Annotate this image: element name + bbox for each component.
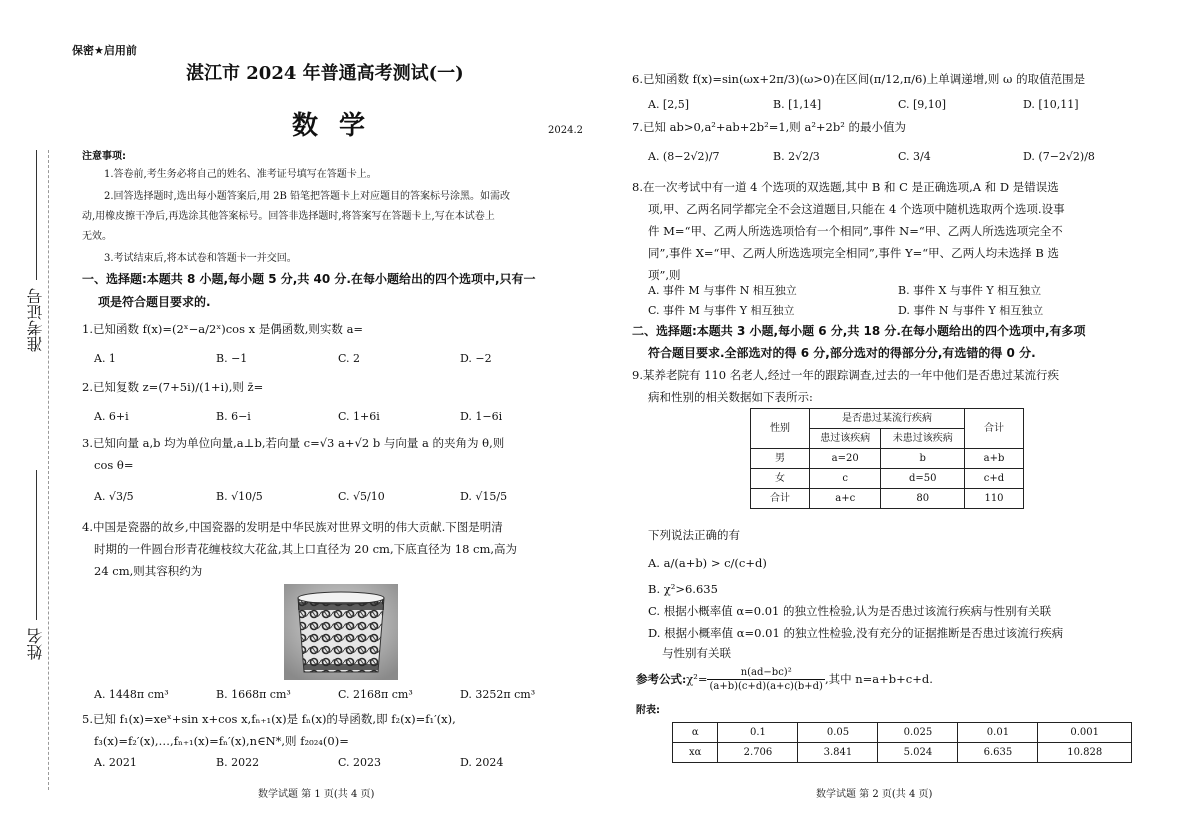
q9-option-d-2: 与性别有关联: [662, 646, 731, 660]
q5-stem-1: 5.已知 f₁(x)=xeˣ+sin x+cos x,fₙ₊₁(x)是 fₙ(x)的导函数,即 f₂(x)=f₁′(x),: [82, 712, 456, 726]
q8-line-1: 8.在一次考试中有一道 4 个选项的双选题,其中 B 和 C 是正确选项,A 和 D 是错误选: [632, 180, 1059, 194]
q4-stem-1: 4.中国是瓷器的故乡,中国瓷器的发明是中华民族对世界文明的伟大贡献.下图是明清: [82, 520, 503, 534]
q5-option-d: D. 2024: [460, 756, 504, 769]
table-row: [751, 489, 1024, 509]
q2-option-d: D. 1−6i: [460, 410, 503, 423]
q9-option-c: C. 根据小概率值 α=0.01 的独立性检验,认为是否患过该流行疾病与性别有关联: [648, 604, 1052, 618]
ref-formula-numerator: n(ad−bc)²: [707, 666, 824, 680]
q9-option-b: B. χ²>6.635: [648, 582, 718, 596]
q8-option-c: C. 事件 M 与事件 Y 相互独立: [648, 304, 795, 317]
q3-stem-1: 3.已知向量 a,b 均为单位向量,a⊥b,若向量 c=√3 a+√2 b 与向量 a 的夹角为 θ,则: [82, 436, 505, 450]
q4-option-c: C. 2168π cm³: [338, 688, 413, 701]
q7-option-a: A. (8−2√2)/7: [648, 150, 720, 163]
cell: b: [881, 449, 965, 469]
cell: a=20: [810, 449, 881, 469]
q5-option-a: A. 2021: [94, 756, 137, 769]
cell: 0.025: [878, 723, 958, 743]
q2-option-a: A. 6+i: [94, 410, 129, 423]
cell: 110: [965, 489, 1024, 509]
cell: 5.024: [878, 743, 958, 763]
q1-option-b: B. −1: [216, 352, 248, 365]
th-yes: 患过该疾病: [810, 429, 881, 449]
table-row: [673, 723, 1132, 743]
q4-option-a: A. 1448π cm³: [94, 688, 169, 701]
side-label-name: 姓名: [26, 628, 45, 660]
side-label-id: 准考证号: [26, 288, 45, 352]
seal-line: [48, 150, 49, 790]
ref-tail: ,其中 n=a+b+c+d.: [824, 672, 933, 687]
q1-option-c: C. 2: [338, 352, 361, 365]
side-line-name: [36, 470, 37, 620]
cell: 0.1: [718, 723, 798, 743]
cell: 6.635: [958, 743, 1038, 763]
q5-option-b: B. 2022: [216, 756, 260, 769]
q9-option-a: A. a/(a+b) > c/(c+d): [648, 556, 767, 570]
q6-stem: 6.已知函数 f(x)=sin(ωx+2π/3)(ω>0)在区间(π/12,π/6)上单调递增,则 ω 的取值范围是: [632, 72, 1086, 86]
th-no: 未患过该疾病: [881, 429, 965, 449]
side-line-id: [36, 150, 37, 280]
q9-ask: 下列说法正确的有: [648, 528, 740, 542]
q5-option-c: C. 2023: [338, 756, 382, 769]
cell: 合计: [751, 489, 810, 509]
q4-option-b: B. 1668π cm³: [216, 688, 291, 701]
q3-option-d: D. √15/5: [460, 490, 508, 503]
q6-option-b: B. [1,14]: [773, 98, 822, 111]
appendix-label: 附表:: [636, 705, 660, 716]
q9-option-d-1: D. 根据小概率值 α=0.01 的独立性检验,没有充分的证据推断是否患过该流行疾病: [648, 626, 1064, 640]
q4-stem-2: 时期的一件圆台形青花缠枝纹大花盆,其上口直径为 20 cm,下底直径为 18 cm,高为: [94, 542, 518, 556]
exam-date: 2024.2: [548, 125, 583, 136]
q8-line-4: 同”,事件 X=“甲、乙两人所选选项完全相同”,事件 Y=“甲、乙两人均未选择 B 选: [648, 246, 1059, 260]
th-total: 合计: [965, 409, 1024, 449]
cell: 男: [751, 449, 810, 469]
cell: xα: [673, 743, 718, 763]
cell: 0.001: [1038, 723, 1132, 743]
section2-line1: 二、选择题:本题共 3 小题,每小题 6 分,共 18 分.在每小题给出的四个选项中,有多项: [632, 324, 1086, 338]
q2-stem: 2.已知复数 z=(7+5i)/(1+i),则 z̄=: [82, 380, 264, 394]
footer-right: 数学试题 第 2 页(共 4 页): [816, 789, 933, 800]
cell: d=50: [881, 469, 965, 489]
cell: 80: [881, 489, 965, 509]
q8-option-b: B. 事件 X 与事件 Y 相互独立: [898, 284, 1042, 297]
q8-line-5: 项”,则: [648, 268, 681, 282]
footer-left: 数学试题 第 1 页(共 4 页): [258, 789, 375, 800]
ref-formula: [707, 666, 824, 693]
q7-option-c: C. 3/4: [898, 150, 931, 163]
critical-values-table: [672, 722, 1132, 763]
q1-stem: 1.已知函数 f(x)=(2ˣ−a/2ˣ)cos x 是偶函数,则实数 a=: [82, 322, 364, 336]
notes-heading: 注意事项:: [82, 151, 126, 162]
q7-stem: 7.已知 ab>0,a²+ab+2b²=1,则 a²+2b² 的最小值为: [632, 120, 907, 134]
ref-formula-denominator: (a+b)(c+d)(a+c)(b+d): [709, 681, 823, 692]
section1-line2: 项是符合题目要求的.: [98, 295, 211, 309]
note-2: 2.回答选择题时,选出每小题答案后,用 2B 铅笔把答题卡上对应题目的答案标号涂黑。如需改: [104, 191, 510, 202]
table-row: [673, 743, 1132, 763]
q3-option-b: B. √10/5: [216, 490, 263, 503]
th-gender: 性别: [751, 409, 810, 449]
q8-line-2: 项,甲、乙两名同学都完全不会这道题目,只能在 4 个选项中随机选取两个选项.设事: [648, 202, 1065, 216]
q2-option-b: B. 6−i: [216, 410, 251, 423]
q6-option-d: D. [10,11]: [1023, 98, 1079, 111]
note-2c: 无效。: [82, 231, 112, 242]
section2-line2: 符合题目要求.全部选对的得 6 分,部分选对的得部分分,有选错的得 0 分.: [648, 346, 1036, 360]
secret-label: 保密★启用前: [72, 44, 137, 57]
table-row: [751, 469, 1024, 489]
note-1: 1.答卷前,考生务必将自己的姓名、准考证号填写在答题卡上。: [104, 169, 377, 180]
section1-line1: 一、选择题:本题共 8 小题,每小题 5 分,共 40 分.在每小题给出的四个选项中,只有一: [82, 272, 536, 286]
cell: 0.01: [958, 723, 1038, 743]
ref-chi: χ²=: [686, 672, 708, 687]
table-row: [751, 449, 1024, 469]
cell: 3.841: [798, 743, 878, 763]
cell: c+d: [965, 469, 1024, 489]
q3-option-a: A. √3/5: [94, 490, 134, 503]
q5-stem-2: f₃(x)=f₂′(x),…,fₙ₊₁(x)=fₙ′(x),n∈N*,则 f₂₀₂₄(0)=: [94, 734, 349, 748]
porcelain-pot-image: [284, 584, 398, 680]
cell: c: [810, 469, 881, 489]
cell: α: [673, 723, 718, 743]
q9-stem-1: 9.某养老院有 110 名老人,经过一年的跟踪调查,过去的一年中他们是否患过某流行疾: [632, 368, 1060, 382]
q4-stem-3: 24 cm,则其容积约为: [94, 564, 203, 578]
q3-option-c: C. √5/10: [338, 490, 385, 503]
q8-option-a: A. 事件 M 与事件 N 相互独立: [648, 284, 797, 297]
q8-option-d: D. 事件 N 与事件 Y 相互独立: [898, 304, 1044, 317]
q3-stem-2: cos θ=: [94, 458, 134, 472]
q7-option-b: B. 2√2/3: [773, 150, 820, 163]
q7-option-d: D. (7−2√2)/8: [1023, 150, 1095, 163]
ref-label: 参考公式:: [636, 672, 687, 687]
q9-stem-2: 病和性别的相关数据如下表所示:: [648, 390, 813, 404]
cell: 2.706: [718, 743, 798, 763]
q8-line-3: 件 M=“甲、乙两人所选选项恰有一个相同”,事件 N=“甲、乙两人所选选项完全不: [648, 224, 1063, 238]
cell: a+b: [965, 449, 1024, 469]
note-3: 3.考试结束后,将本试卷和答题卡一并交回。: [104, 253, 297, 264]
q4-option-d: D. 3252π cm³: [460, 688, 536, 701]
q1-option-a: A. 1: [94, 352, 116, 365]
exam-title: 湛江市 2024 年普通高考测试(一): [186, 63, 464, 84]
subject-title: 数 学: [292, 111, 372, 141]
th-group: 是否患过某流行疾病: [810, 409, 965, 429]
cell: a+c: [810, 489, 881, 509]
q2-option-c: C. 1+6i: [338, 410, 380, 423]
q6-option-c: C. [9,10]: [898, 98, 947, 111]
cell: 女: [751, 469, 810, 489]
cell: 10.828: [1038, 743, 1132, 763]
q6-option-a: A. [2,5]: [648, 98, 690, 111]
q1-option-d: D. −2: [460, 352, 492, 365]
cell: 0.05: [798, 723, 878, 743]
note-2b: 动,用橡皮擦干净后,再选涂其他答案标号。回答非选择题时,将答案写在答题卡上,写在本试卷上: [82, 211, 495, 222]
contingency-table: [750, 408, 1024, 509]
